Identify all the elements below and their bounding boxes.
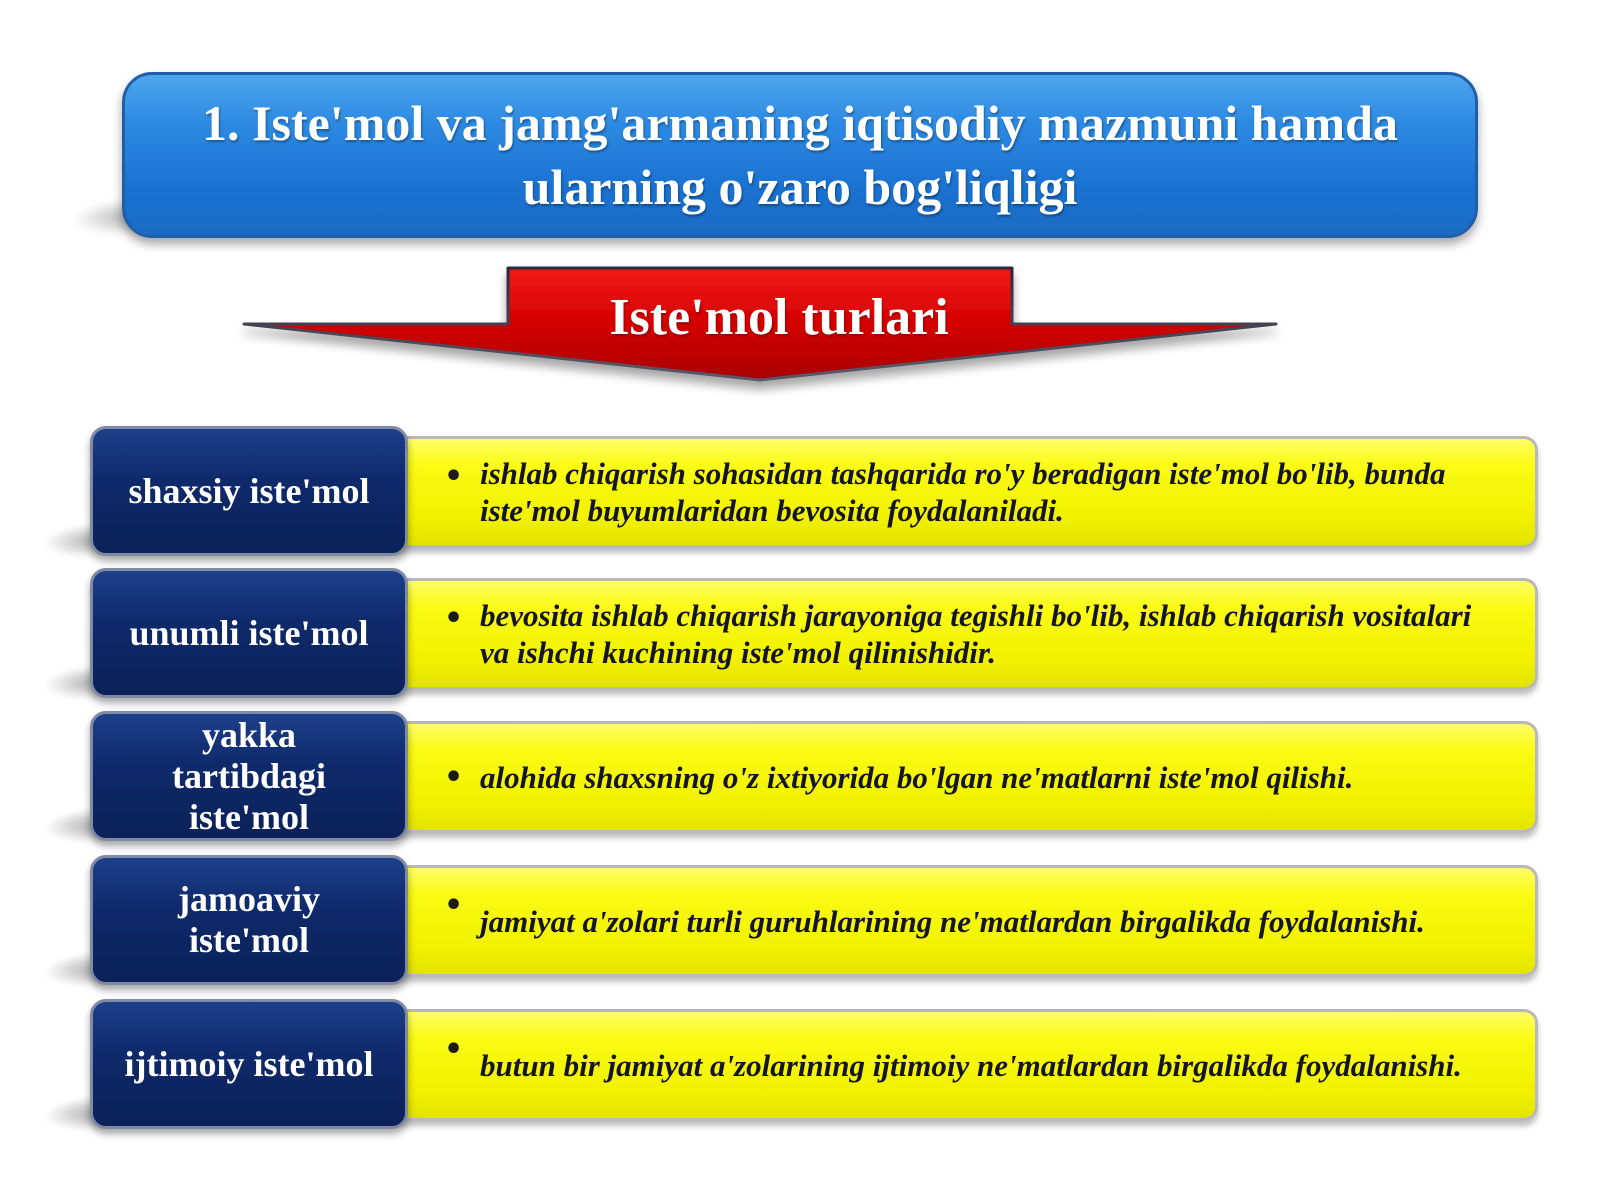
term-box bbox=[90, 711, 408, 841]
description-text: ishlab chiqarish sohasidan tashqarida ro'y beradigan iste'mol bo'lib, bunda iste'mol buyumlaridan bevosita foydalaniladi. bbox=[480, 456, 1446, 528]
page-title: 1. Iste'mol va jamg'armaning iqtisodiy mazmuni hamda ularning o'zaro bog'liqligi bbox=[202, 95, 1398, 215]
arrow-header-label: Iste'mol turlari bbox=[609, 288, 949, 346]
bullet-icon: • bbox=[444, 759, 464, 795]
term-box bbox=[90, 568, 408, 698]
description-text: bevosita ishlab chiqarish jarayoniga tegishli bo'lib, ishlab chiqarish vositalari va ishchi kuchining iste'mol qilinishidir. bbox=[480, 598, 1472, 670]
description-text: jamiyat a'zolari turli guruhlarining ne'matlardan birgalikda foydalanishi. bbox=[480, 903, 1425, 939]
description-box bbox=[398, 1009, 1538, 1121]
term-box bbox=[90, 426, 408, 556]
term-label: yakka tartibdagi iste'mol bbox=[171, 714, 326, 837]
term-label: ijtimoiy iste'mol bbox=[124, 1043, 374, 1084]
description-box bbox=[398, 865, 1538, 977]
term-label: shaxsiy iste'mol bbox=[128, 470, 370, 511]
list-item bbox=[0, 711, 1600, 843]
bullet-icon: • bbox=[444, 888, 464, 923]
description-box bbox=[398, 721, 1538, 833]
bullet-icon: • bbox=[444, 459, 464, 494]
term-label: jamoaviy iste'mol bbox=[178, 879, 320, 960]
term-label: unumli iste'mol bbox=[129, 612, 369, 653]
description-box bbox=[398, 578, 1538, 690]
list-item bbox=[0, 426, 1600, 558]
description-text: butun bir jamiyat a'zolarining ijtimoiy ne'matlardan birgalikda foydalanishi. bbox=[480, 1047, 1462, 1083]
term-box bbox=[90, 999, 408, 1129]
description-box bbox=[398, 436, 1538, 548]
list-item bbox=[0, 855, 1600, 987]
bullet-icon: • bbox=[444, 601, 464, 636]
list-item bbox=[0, 999, 1600, 1131]
bullet-icon: • bbox=[444, 1032, 464, 1067]
description-text: alohida shaxsning o'z ixtiyorida bo'lgan ne'matlarni iste'mol qilishi. bbox=[480, 759, 1354, 795]
term-box bbox=[90, 855, 408, 985]
list-item bbox=[0, 568, 1600, 700]
